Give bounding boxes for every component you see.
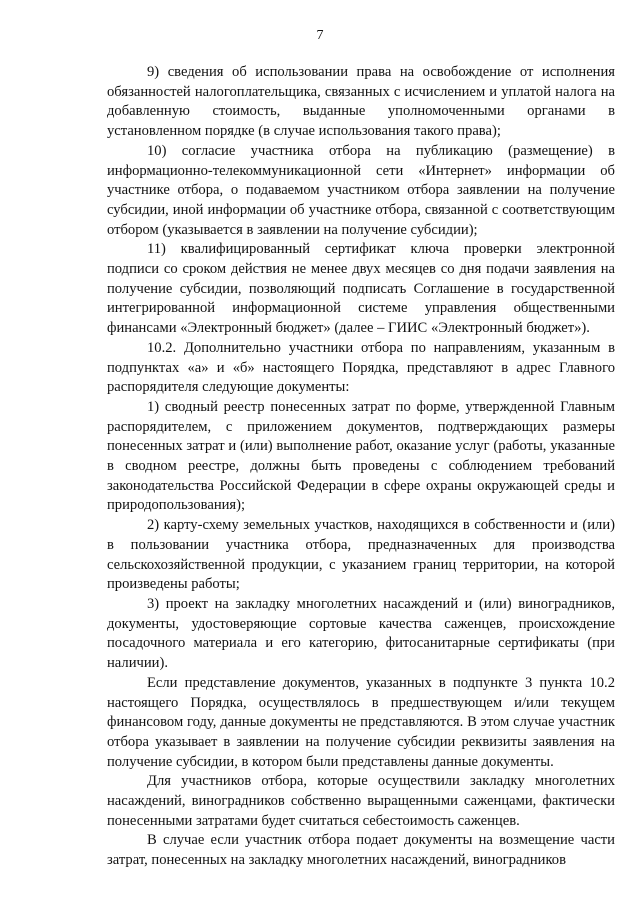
paragraph-own-seedlings: Для участников отбора, которые осуществили закладку многолетних насаждений, виноградников собственно выращенными саженцами, фактически понесенными затратами будет считаться себестоимость саженцев.	[107, 773, 615, 829]
paragraph-subitem-1: 1) сводный реестр понесенных затрат по форме, утвержденной Главным распорядителем, с приложением документов, подтверждающих размеры понесенных затрат и (или) выполнение работ, оказание услуг (работы, указанные в сводном реестре, должны быть проведены с соблюдением требований законодательства Российской Федерации в сфере охраны окружающей среды и природопользования);	[107, 398, 615, 514]
page-number: 7	[316, 28, 324, 43]
paragraph-previous-submission: Если представление документов, указанных в подпункте 3 пункта 10.2 настоящего Порядка, осуществлялось в предшествующем и/или текущем финансовом году, данные документы не представляются. В этом случае участник отбора указывает в заявлении на получение субсидии реквизиты заявления на получение субсидии, в котором были представлены данные документы.	[107, 674, 615, 770]
paragraph-subitem-2: 2) карту-схему земельных участков, находящихся в собственности и (или) в пользовании участника отбора, предназначенных для производства сельскохозяйственной продукции, с указанием границ территории, на которой произведены работы;	[107, 517, 615, 593]
paragraph-item-9: 9) сведения об использовании права на освобождение от исполнения обязанностей налогоплательщика, связанных с исчислением и уплатой налога на добавленную стоимость, выданные уполномоченными органами в установленном порядке (в случае использования такого права);	[107, 64, 615, 140]
paragraph-item-11: 11) квалифицированный сертификат ключа проверки электронной подписи со сроком действия не менее двух месяцев со дня подачи заявления на получение субсидии, позволяющий подписать Соглашение в государственной интегрированной информационной системе управления общественными финансами «Электронный бюджет» (далее – ГИИС «Электронный бюджет»).	[107, 241, 615, 337]
paragraph-section-10-2: 10.2. Дополнительно участники отбора по направлениям, указанным в подпунктах «а» и «б» настоящего Порядка, представляют в адрес Главного распорядителя следующие документы:	[107, 339, 615, 396]
paragraph-partial-costs: В случае если участник отбора подает документы на возмещение части затрат, понесенных на закладку многолетних насаждений, виноградников	[107, 832, 615, 869]
document-body	[107, 63, 615, 871]
paragraph-subitem-3: 3) проект на закладку многолетних насаждений и (или) виноградников, документы, удостоверяющие сортовые качества саженцев, происхождение посадочного материала и его категорию, фитосанитарные сертификаты (при наличии).	[107, 595, 615, 672]
paragraph-item-10: 10) согласие участника отбора на публикацию (размещение) в информационно-телекоммуникационной сети «Интернет» информации об участнике отбора, о подаваемом участником отбора заявлении на получение субсидии, иной информации об участнике отбора, связанной с соответствующим отбором (указывается в заявлении на получение субсидии);	[107, 142, 615, 238]
